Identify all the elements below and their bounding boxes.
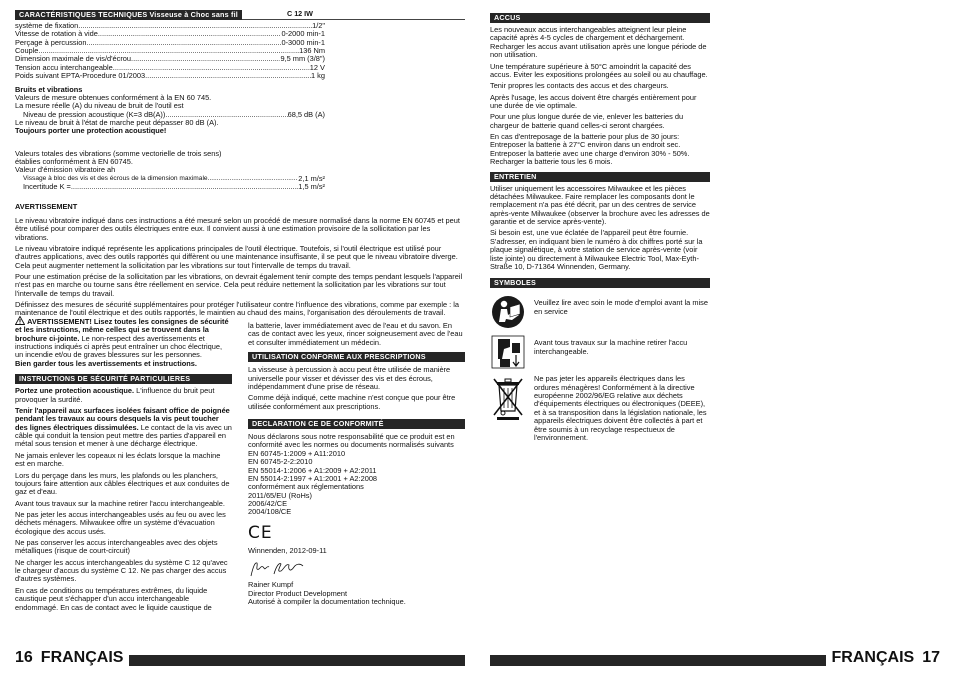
symboles-header: SYMBOLES bbox=[490, 278, 710, 288]
place-date: Winnenden, 2012-09-11 bbox=[248, 545, 327, 555]
spec-row: Vitesse de rotation à vide ..... 0-2000 min-1 bbox=[15, 30, 325, 38]
accus-text: En cas d'entreposage de la batterie pour plus de 30 jours: Entreposer la batterie à 27°C environ dans un endroit sec. Entreposer la batterie avec une charge d'environ 30% - 50%. Recharger la batterie tous les 6 mois. bbox=[490, 132, 690, 167]
norm-line: EN 55014-2:1997 + A1:2001 + A2:2008 bbox=[248, 473, 378, 483]
specs-table bbox=[15, 22, 325, 81]
signer-name: Rainer Kumpf bbox=[248, 580, 294, 590]
left-footer bbox=[15, 648, 465, 666]
norm-line: 2011/65/EU (RoHs) bbox=[248, 490, 312, 500]
warning-triangle-icon bbox=[15, 316, 25, 325]
spec-row: Dimension maximale de vis/d'écrou ..... 9,5 mm (3/8") bbox=[15, 55, 325, 63]
accus-text: Les nouveaux accus interchangeables atteignent leur pleine capacité après 4-5 cycles de chargement et déchargement. Recharger les accus avant utilisation après une longue période de non utilisation. bbox=[490, 25, 707, 60]
symbol-row bbox=[490, 375, 710, 442]
accus-text: Après l'usage, les accus doivent être chargés entièrement pour une durée de vie optimale. bbox=[490, 92, 697, 110]
left-column-1 bbox=[15, 316, 232, 615]
norm-line: 2006/42/CE bbox=[248, 499, 288, 508]
noise-row: Niveau de pression acoustique (K=3 dB(A)) ..... 68,5 dB (A) bbox=[15, 111, 325, 119]
battery-care-text: la batterie, laver immédiatement avec de l'eau et du savon. En cas de contact avec les yeux, rincer soigneusement avec de l'eau et consulter immédiatement un médecin. bbox=[248, 321, 463, 347]
crossed-bin-icon bbox=[490, 375, 526, 421]
norm-line: EN 60745-2-2:2010 bbox=[248, 457, 313, 467]
vib-text: Valeurs totales des vibrations (somme vectorielle de trois sens) établies conformément à EN 60745. bbox=[15, 148, 222, 167]
vib-row: Vissage à bloc des vis et des écrous de la dimension maximale ..... 2,1 m/s² bbox=[15, 175, 325, 183]
safety-item: Ne charger les accus interchangeables du système C 12 qu'avec le chargeur d'accus du système C 12. Ne pas charger des accus d'autres systèmes. bbox=[15, 557, 228, 584]
safety-header: INSTRUCTIONS DE SÉCURITÉ PARTICULIERES bbox=[15, 374, 232, 384]
warning-paragraph: Le niveau vibratoire indiqué représente les applications principales de l'outil électrique. Toutefois, si l'outil électrique est utilisé pour d'autres applications, avec des outils rapportés qui diffèrent ou une maintenance insuffisante, il se peut que le niveau vibratoire diverge. Cela peut augmenter nettement la sollicitation par les vibrations sur tout l'intervalle de temps du travail. bbox=[15, 243, 458, 270]
norm-line: conformément aux réglementations bbox=[248, 482, 364, 492]
read-manual-icon bbox=[490, 295, 526, 329]
entretien-text: Utiliser uniquement les accessoires Milwaukee et les pièces détachées Milwaukee. Faire remplacer les composants dont le remplacement n'a pas été décrit, par un des centres de service après-vente Milwaukee (observer la brochure avec les adresses de garantie et de service après-vente). bbox=[490, 183, 710, 227]
safety-item: Ne jamais enlever les copeaux ni les éclats lorsque la machine est en marche. bbox=[15, 450, 221, 469]
right-page-column bbox=[490, 13, 710, 448]
specs-header bbox=[15, 10, 465, 20]
declaration-header: DECLARATION CE DE CONFORMITÉ bbox=[248, 419, 465, 429]
usage-header: UTILISATION CONFORME AUX PRESCRIPTIONS bbox=[248, 352, 465, 362]
warning-section bbox=[15, 203, 465, 317]
noise-text: Le niveau de bruit à l'état de marche peut dépasser 80 dB (A). bbox=[15, 117, 219, 127]
symbol-row bbox=[490, 295, 710, 329]
safety-item: En cas de conditions ou températures extrêmes, du liquide caustique peut s'échapper d'un accu interchangeable endommagé. En cas de contact avec le liquide caustique de bbox=[15, 585, 212, 612]
ce-mark: CE bbox=[248, 522, 273, 543]
signer-title: Director Product Development bbox=[248, 588, 347, 598]
noise-title: Bruits et vibrations bbox=[15, 84, 83, 94]
symbol-text: Avant tous travaux sur la machine retirer l'accu interchangeable. bbox=[534, 338, 688, 356]
spec-row: système de fixation ..... 1/2" bbox=[15, 22, 325, 30]
norm-line: 2004/108/CE bbox=[248, 507, 292, 517]
usage-text: Comme déjà indiqué, cette machine n'est conçue que pour être utilisée conformément aux prescriptions. bbox=[248, 393, 456, 411]
specs-title: CARACTÉRISTIQUES TECHNIQUES bbox=[19, 9, 148, 19]
left-page bbox=[15, 10, 465, 321]
accus-header: ACCUS bbox=[490, 13, 710, 23]
warning-title: AVERTISSEMENT bbox=[15, 202, 78, 212]
page-language: FRANÇAIS bbox=[831, 649, 915, 666]
safety-item: Lors du perçage dans les murs, les plafonds ou les planchers, toujours faire attention aux câbles électriques et aux conduites de gaz et d'eau. bbox=[15, 470, 230, 497]
left-column-2 bbox=[248, 322, 465, 607]
vibration-section bbox=[15, 150, 325, 192]
spec-row: Couple ..... 136 Nm bbox=[15, 47, 325, 55]
footer-bar bbox=[129, 655, 465, 666]
page-language: FRANÇAIS bbox=[40, 649, 124, 666]
vib-text: Valeur d'émission vibratoire ah bbox=[15, 165, 116, 175]
accus-text: Tenir propres les contacts des accus et des chargeurs. bbox=[490, 81, 669, 91]
noise-text: Valeurs de mesure obtenues conformément à la EN 60 745. bbox=[15, 92, 212, 102]
spec-row: Poids suivant EPTA-Procedure 01/2003 ..... 1 kg bbox=[15, 72, 325, 80]
accus-text: Une température supérieure à 50°C amoindrit la capacité des accus. Eviter les expositions prolongées au soleil ou au chauffage. bbox=[490, 61, 708, 79]
spec-row: Tension accu interchangeable ..... 12 V bbox=[15, 64, 325, 72]
footer-bar bbox=[490, 655, 826, 666]
accus-text: Pour une plus longue durée de vie, enlever les batteries du chargeur de batterie quand celles-ci seront chargées. bbox=[490, 112, 684, 130]
right-footer bbox=[490, 648, 940, 666]
remove-battery-icon bbox=[490, 335, 526, 369]
norm-line: EN 60745-1:2009 + A11:2010 bbox=[248, 448, 346, 458]
specs-subtitle: Visseuse à Choc sans fil bbox=[149, 9, 238, 19]
symbol-text: Veuillez lire avec soin le mode d'emploi avant la mise en service bbox=[534, 298, 708, 316]
norm-line: EN 55014-1:2006 + A1:2009 + A2:2011 bbox=[248, 465, 377, 475]
usage-text: La visseuse à percussion à accu peut être utilisée de manière universelle pour visser et dévisser des vis et des écrous, indépendamment d'une prise de réseau. bbox=[248, 365, 451, 391]
signature-image bbox=[248, 559, 318, 579]
entretien-text: Si besoin est, une vue éclatée de l'appareil peut être fournie. S'adresser, en indiquant bien le numéro à dix chiffres porté sur la plaque signalétique, à votre station de service après-vente (voir liste jointe) ou directement à Milwaukee Electric Tool, Max-Eyth-Straße 10, D-71364 Winnenden, Germany. bbox=[490, 228, 703, 271]
model-label: C 12 IW bbox=[242, 10, 465, 20]
warning-paragraph: Définissez des mesures de sécurité supplémentaires pour protéger l'utilisateur contre l'influence des vibrations, comme par exemple : la maintenance de l'outil électrique et des outils rapportés, le maintien au chaud des mains, l'organisation des déroulements de travail. bbox=[15, 300, 460, 318]
safety-item: Ne pas jeter les accus interchangeables usés au feu ou avec les déchets ménagers. Milwaukee offre un système d'évacuation écologique des accus usés. bbox=[15, 509, 226, 536]
entretien-header: ENTRETIEN bbox=[490, 172, 710, 182]
signer-note: Autorisé à compiler la documentation technique. bbox=[248, 597, 406, 607]
symbol-row bbox=[490, 335, 710, 369]
safety-item: Ne pas conserver les accus interchangeables avec des objets métalliques (risque de court-circuit) bbox=[15, 538, 218, 556]
warning-paragraph: Pour une estimation précise de la sollicitation par les vibrations, on devrait également tenir compte des temps pendant lesquels l'appareil n'est pas en marche ou tourne sans être réellement en service. Cela peut réduire nettement la sollicitation par les vibrations sur tout l'intervalle de temps du travail. bbox=[15, 271, 463, 298]
noise-warning: Toujours porter une protection acoustique! bbox=[15, 126, 167, 136]
vib-row: Incertitude K = ..... 1,5 m/s² bbox=[15, 183, 325, 191]
spec-row: Perçage à percussion ..... 0-3000 min-1 bbox=[15, 39, 325, 47]
symbol-text: Ne pas jeter les appareils électriques dans les ordures ménagères! Conformément à la directive européenne 2002/96/EG relative aux déchets d'équipements électriques ou électroniques (DEEE), et à sa transposition dans la législation nationale, les appareils électriques doivent être collectés à part et être soumis à un recyclage respectueux de l'environnement. bbox=[534, 374, 707, 442]
warning-paragraph: Le niveau vibratoire indiqué dans ces instructions a été mesuré selon un procédé de mesure normalisé dans la norme EN 60745 et peut être utilisé pour comparer des outils électriques entre eux. Il convient aussi à une estimation provisoire de la sollicitation par les vibrations. bbox=[15, 215, 460, 242]
page-number: 17 bbox=[922, 649, 940, 666]
safety-item: Avant tous travaux sur la machine retirer l'accu interchangeable. bbox=[15, 498, 225, 508]
page-number: 16 bbox=[15, 649, 33, 666]
general-warning: AVERTISSEMENT! Lisez toutes les consignes de sécurité et les instructions, même celles qui se trouvent dans la brochure ci-jointe. Le non-respect des avertissements et instructions indiqués ci après peut entraîner un choc électrique, un incendie et/ou de graves blessures sur les personnes. Bien garder tous les avertissements et instructions. bbox=[15, 317, 229, 368]
declaration-text: Nous déclarons sous notre responsabilité que ce produit est en conformité avec les normes ou documents normalisés suivants bbox=[248, 432, 455, 450]
noise-text: La mesure réelle (A) du niveau de bruit de l'outil est bbox=[15, 101, 184, 111]
noise-section bbox=[15, 86, 325, 136]
safety-item: Tenir l'appareil aux surfaces isolées faisant office de poignée pendant les travaux au cours desquels la vis peut toucher des lignes électriques dissimulées. Le contact de la vis avec un câble qui conduit la tension peut mettre des parties d'appareil en métal sous tension et mener à une décharge électrique. bbox=[15, 406, 232, 449]
safety-item: Portez une protection acoustique. L'influence du bruit peut provoquer la surdité. bbox=[15, 386, 215, 404]
